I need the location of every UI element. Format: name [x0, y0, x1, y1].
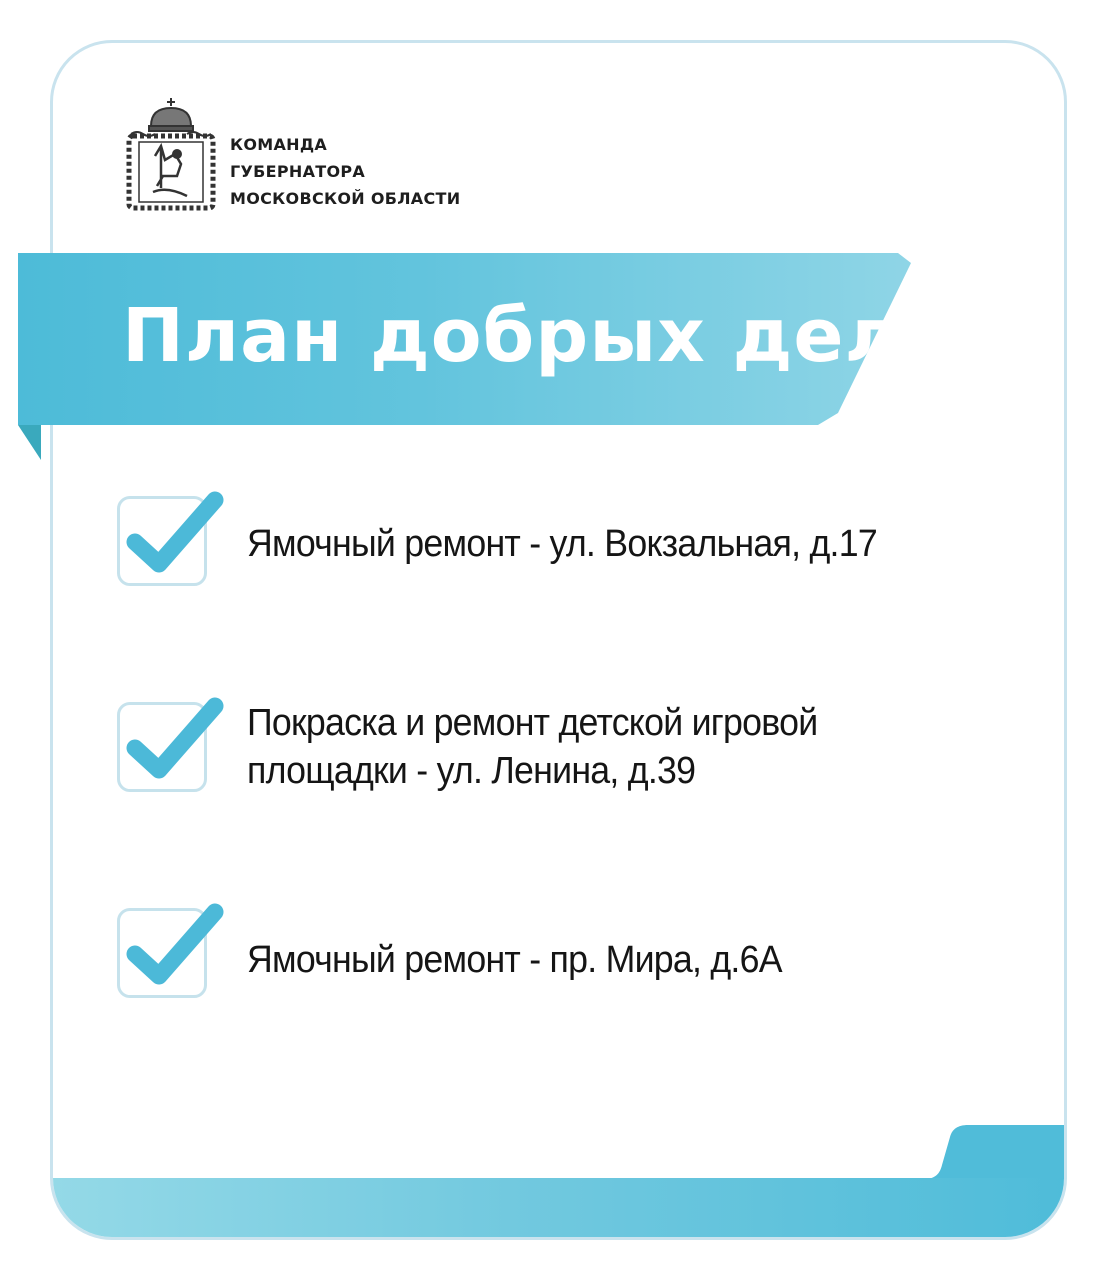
brand-line: КОМАНДА: [230, 135, 328, 154]
item-text-line-1: Покраска и ремонт детской игровой: [247, 702, 818, 744]
item-text-line-2: площадки - ул. Ленина, д.39: [247, 750, 696, 792]
brand-line: МОСКОВСКОЙ ОБЛАСТИ: [230, 189, 461, 208]
checkbox-checked-icon: [113, 690, 228, 805]
brand-line: ГУБЕРНАТОРА: [230, 162, 366, 181]
bottom-decor-band: [53, 1178, 1064, 1237]
checkbox-checked-icon: [113, 484, 228, 599]
ribbon-fold: [18, 425, 41, 460]
moscow-oblast-coat-of-arms-icon: [125, 96, 217, 212]
bottom-decor-tab: [924, 1125, 1064, 1179]
item-text: Ямочный ремонт - ул. Вокзальная, д.17: [247, 523, 877, 565]
card-frame: [50, 40, 1067, 1240]
brand-text: [230, 131, 460, 212]
page-title: План добрых дел: [122, 293, 900, 379]
item-text: Ямочный ремонт - пр. Мира, д.6А: [247, 939, 782, 981]
checkbox-checked-icon: [113, 896, 228, 1011]
